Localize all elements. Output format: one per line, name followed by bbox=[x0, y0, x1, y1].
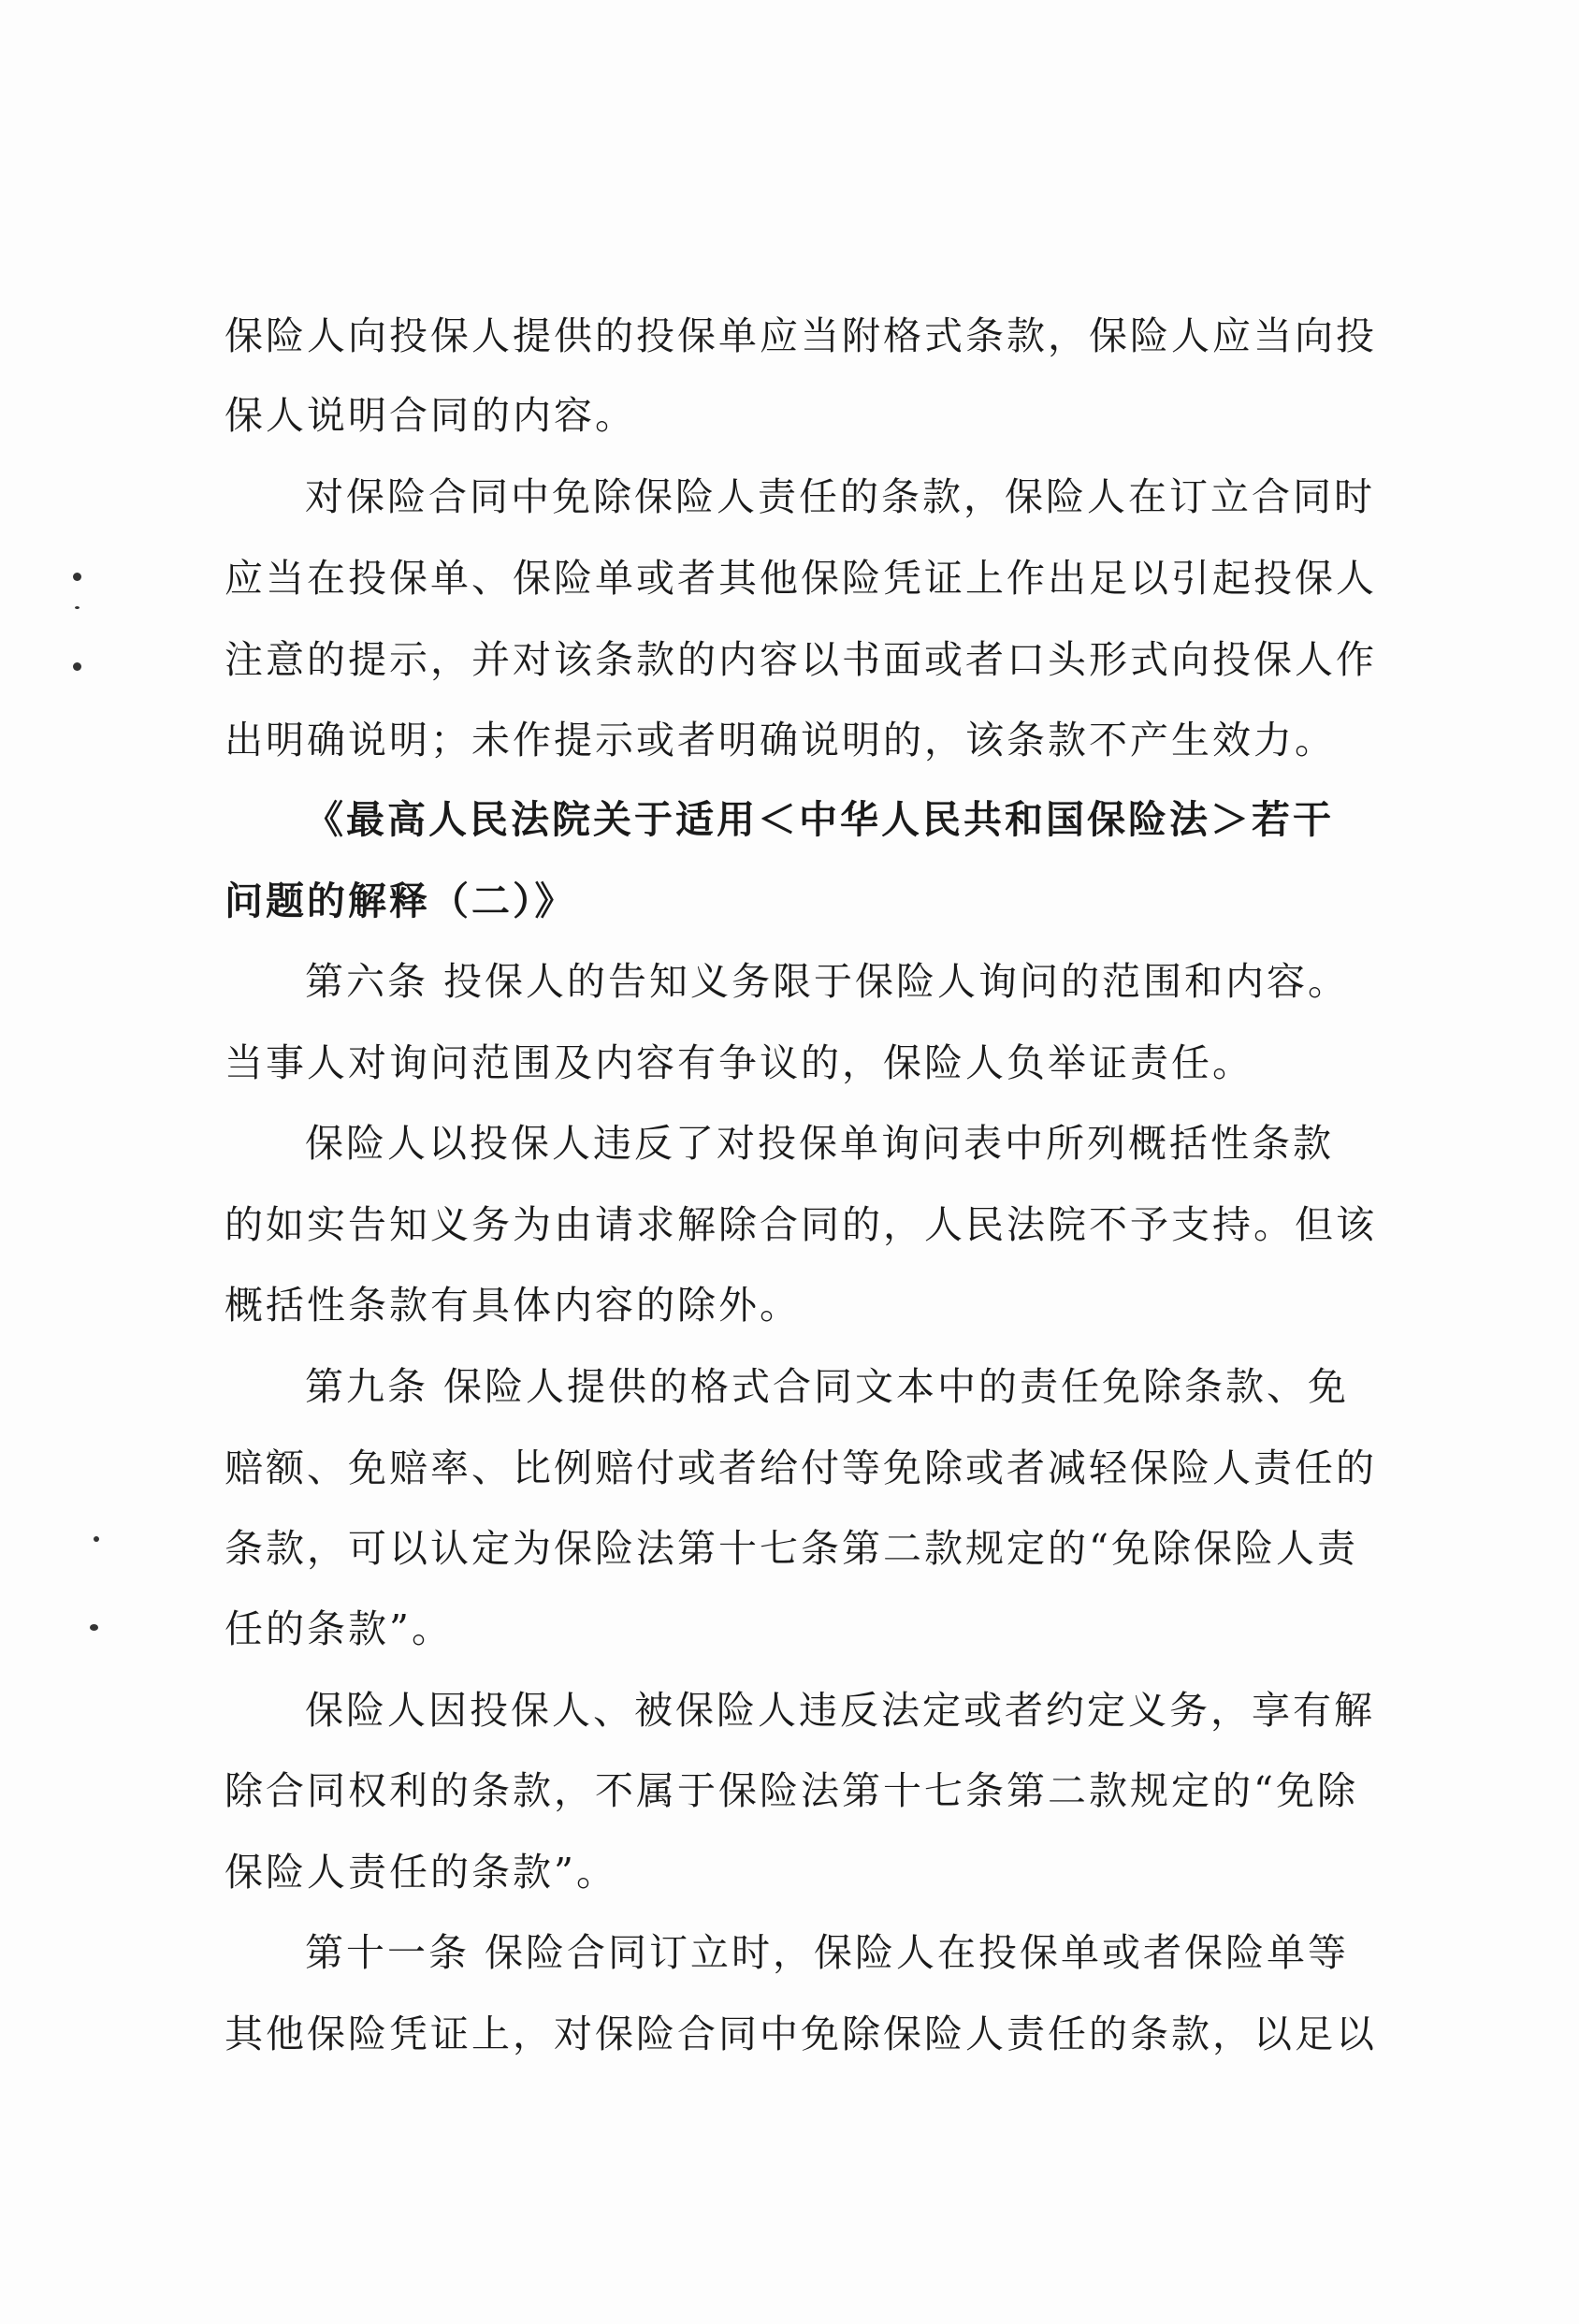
binding-hole-mark bbox=[75, 606, 80, 609]
text-line: 保险人向投保人提供的投保单应当附格式条款，保险人应当向投 bbox=[225, 313, 1377, 358]
binding-hole-mark bbox=[73, 573, 81, 581]
text-line: 当事人对询问范围及内容有争议的，保险人负举证责任。 bbox=[225, 1040, 1253, 1085]
text-line: 出明确说明；未作提示或者明确说明的，该条款不产生效力。 bbox=[225, 718, 1336, 763]
article-11-first-line: 第十一条 保险合同订立时，保险人在投保单或者保险单等 bbox=[305, 1930, 1350, 1975]
article-6-first-line: 第六条 投保人的告知义务限于保险人询问的范围和内容。 bbox=[305, 959, 1350, 1004]
binding-hole-mark bbox=[94, 1536, 99, 1542]
text-line: 保险人责任的条款”。 bbox=[225, 1850, 617, 1895]
text-line: 保人说明合同的内容。 bbox=[225, 393, 636, 438]
text-line: 应当在投保单、保险单或者其他保险凭证上作出足以引起投保人 bbox=[225, 556, 1377, 601]
text-line: 的如实告知义务为由请求解除合同的，人民法院不予支持。但该 bbox=[225, 1202, 1377, 1247]
paragraph-first-line: 保险人因投保人、被保险人违反法定或者约定义务，享有解 bbox=[305, 1688, 1375, 1733]
text-line: 赔额、免赔率、比例赔付或者给付等免除或者减轻保险人责任的 bbox=[225, 1445, 1377, 1490]
section-heading: 《最高人民法院关于适用＜中华人民共和国保险法＞若干 bbox=[305, 797, 1334, 842]
paragraph-first-line: 保险人以投保人违反了对投保单询问表中所列概括性条款 bbox=[305, 1121, 1334, 1166]
section-heading: 问题的解释（二）》 bbox=[225, 879, 576, 923]
text-line: 除合同权利的条款，不属于保险法第十七条第二款规定的“免除 bbox=[225, 1768, 1358, 1813]
binding-hole-mark bbox=[73, 662, 81, 671]
binding-hole-mark bbox=[90, 1624, 98, 1631]
text-line: 概括性条款有具体内容的除外。 bbox=[225, 1283, 801, 1328]
text-line: 注意的提示，并对该条款的内容以书面或者口头形式向投保人作 bbox=[225, 637, 1377, 682]
text-line: 其他保险凭证上，对保险合同中免除保险人责任的条款，以足以 bbox=[225, 2012, 1377, 2056]
text-line: 条款，可以认定为保险法第十七条第二款规定的“免除保险人责 bbox=[225, 1526, 1358, 1571]
text-line: 任的条款”。 bbox=[225, 1606, 453, 1651]
paragraph-first-line: 对保险合同中免除保险人责任的条款，保险人在订立合同时 bbox=[305, 474, 1375, 519]
article-9-first-line: 第九条 保险人提供的格式合同文本中的责任免除条款、免 bbox=[305, 1364, 1350, 1409]
